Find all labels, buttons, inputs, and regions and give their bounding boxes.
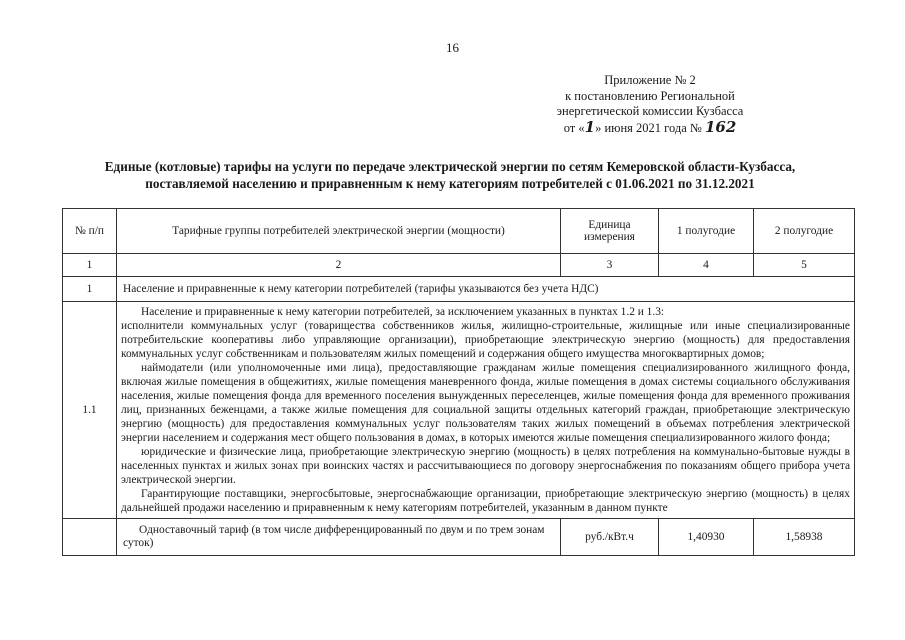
appendix-block	[530, 73, 770, 136]
description-paragraph: юридические и физические лица, приобретающие электрическую энергию (мощность) в целях потребления на коммунально-бытовые нужды в населенных пунктах и жилых зонах при воинских частях и рассчитывающиеся по договору энергоснабжения по показаниям общего прибора учета электрической энергии.	[121, 446, 850, 486]
description-paragraph: Гарантирующие поставщики, энергосбытовые, энергоснабжающие организации, приобретающие электрическую энергию (мощность) в целях дальнейшей продажи населению и приравненным к нему категориям потребителей, указанным в данном пункте	[121, 488, 850, 514]
tariff-label: Одноставочный тариф (в том числе дифференцированный по двум и по трем зонам суток)	[117, 519, 561, 556]
description-paragraph: наймодатели (или уполномоченные ими лица), предоставляющие гражданам жилые помещения специализированного жилищного фонда, включая жилые помещения в общежитиях, жилые помещения маневренного фонда, жилые помещения в домах системы социального обслуживания населения, жилые помещения фонда для временного поселения вынужденных переселенцев, жилые помещения фонда для временного проживания лиц, признанных беженцами, а также жилые помещения для социальной защиты отдельных категорий граждан, приобретающие электрическую энергию (мощность) для предоставления коммунальных услуг пользователям таких жилых помещений в объемах потребления электрической энергии населением и содержания мест общего пользования в домах, в которых имеются жилые помещения специализированного жилого фонда;	[121, 362, 850, 444]
index-cell: 3	[561, 254, 659, 277]
index-cell: 2	[117, 254, 561, 277]
handwritten-day: 1	[584, 117, 596, 136]
date-prefix: от «	[563, 120, 585, 135]
section-num: 1	[63, 277, 117, 302]
description-paragraph: Население и приравненные к нему категории потребителей, за исключением указанных в пунктах 1.2 и 1.3:	[141, 306, 665, 318]
appendix-line-1: Приложение № 2	[604, 73, 696, 87]
handwritten-number: 162	[704, 117, 737, 136]
tariff-half-1: 1,40930	[659, 519, 754, 556]
header-num: № п/п	[63, 209, 117, 254]
row-1-1-num: 1.1	[63, 302, 117, 519]
appendix-date-line	[530, 117, 770, 137]
header-unit: Единица измерения	[561, 209, 659, 254]
page-number: 16	[446, 40, 459, 55]
index-row	[63, 254, 855, 277]
tariff-num	[63, 519, 117, 556]
header-half-1: 1 полугодие	[659, 209, 754, 254]
index-cell: 1	[63, 254, 117, 277]
tariff-table	[62, 208, 855, 556]
tariff-half-2: 1,58938	[754, 519, 855, 556]
header-row	[63, 209, 855, 254]
row-1-1-description	[117, 302, 855, 519]
header-group: Тарифные группы потребителей электрической энергии (мощности)	[117, 209, 561, 254]
tariff-row	[63, 519, 855, 556]
index-cell: 5	[754, 254, 855, 277]
document-title: Единые (котловые) тарифы на услуги по передаче электрической энергии по сетям Кемеровской области-Кузбасса, поставляемой населению и приравненным к нему категориям потребителей с 01.06.2021 по 31.12.2021	[104, 159, 796, 191]
tariff-unit: руб./кВт.ч	[561, 519, 659, 556]
date-middle: » июня 2021 года №	[595, 120, 702, 135]
row-1-1	[63, 302, 855, 519]
appendix-line-2: к постановлению Региональной	[565, 88, 735, 103]
index-cell: 4	[659, 254, 754, 277]
section-text: Население и приравненные к нему категории потребителей (тарифы указываются без учета НДС)	[117, 277, 855, 302]
section-row	[63, 277, 855, 302]
appendix-line-3: энергетической комиссии Кузбасса	[556, 104, 744, 118]
description-paragraph: исполнители коммунальных услуг (товарищества собственников жилья, жилищно-строительные, жилищные или иные специализированные потребительские кооперативы либо управляющие организации), приобретающие электрическую энергию (мощность) для предоставления коммунальных услуг собственникам и пользователям жилых помещений и содержания общего имущества многоквартирных домов;	[121, 320, 850, 360]
header-half-2: 2 полугодие	[754, 209, 855, 254]
